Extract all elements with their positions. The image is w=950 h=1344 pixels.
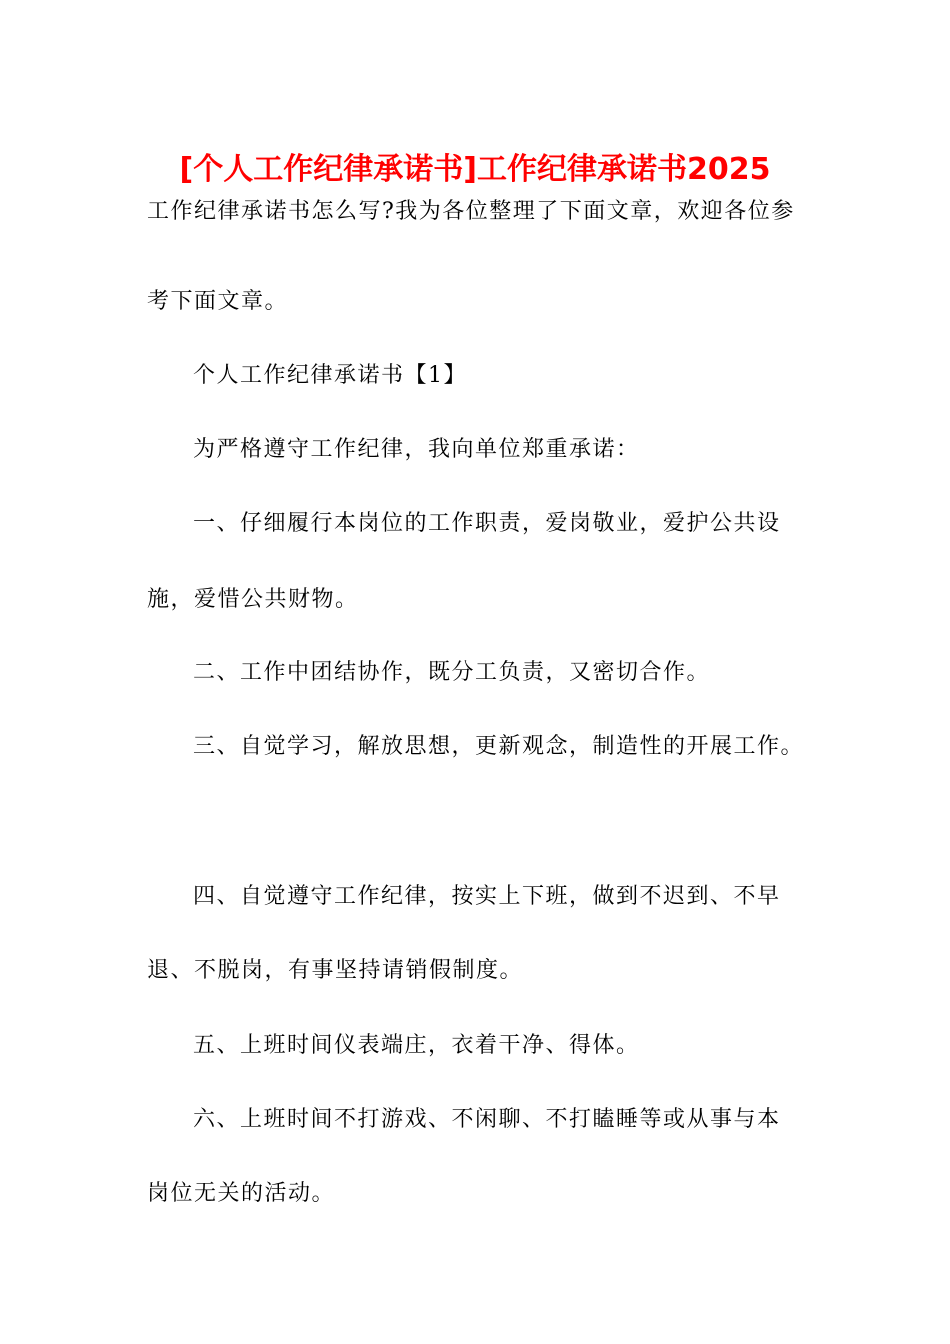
item-3: 三、自觉学习，解放思想，更新观念，制造性的开展工作。 [193, 734, 805, 759]
item-5: 五、上班时间仪表端庄，衣着干净、得体。 [193, 1033, 640, 1058]
item-6-line-1: 六、上班时间不打游戏、不闲聊、不打瞌睡等或从事与本 [193, 1107, 781, 1132]
item-4-line-1: 四、自觉遵守工作纪律，按实上下班，做到不迟到、不早 [193, 884, 781, 909]
item-1-line-2: 施，爱惜公共财物。 [147, 587, 359, 612]
intro-line-1: 工作纪律承诺书怎么写?我为各位整理了下面文章，欢迎各位参 [147, 199, 795, 224]
item-6-line-2: 岗位无关的活动。 [147, 1181, 336, 1206]
preamble: 为严格遵守工作纪律，我向单位郑重承诺： [193, 437, 640, 462]
section-heading: 个人工作纪律承诺书【1】 [193, 363, 467, 388]
item-4-line-2: 退、不脱岗，有事坚持请销假制度。 [147, 958, 524, 983]
item-2: 二、工作中团结协作，既分工负责，又密切合作。 [193, 660, 711, 685]
page-title: [个人工作纪律承诺书]工作纪律承诺书2025 [179, 152, 771, 187]
item-1-line-1: 一、仔细履行本岗位的工作职责，爱岗敬业，爱护公共设 [193, 511, 781, 536]
intro-line-2: 考下面文章。 [147, 289, 289, 314]
